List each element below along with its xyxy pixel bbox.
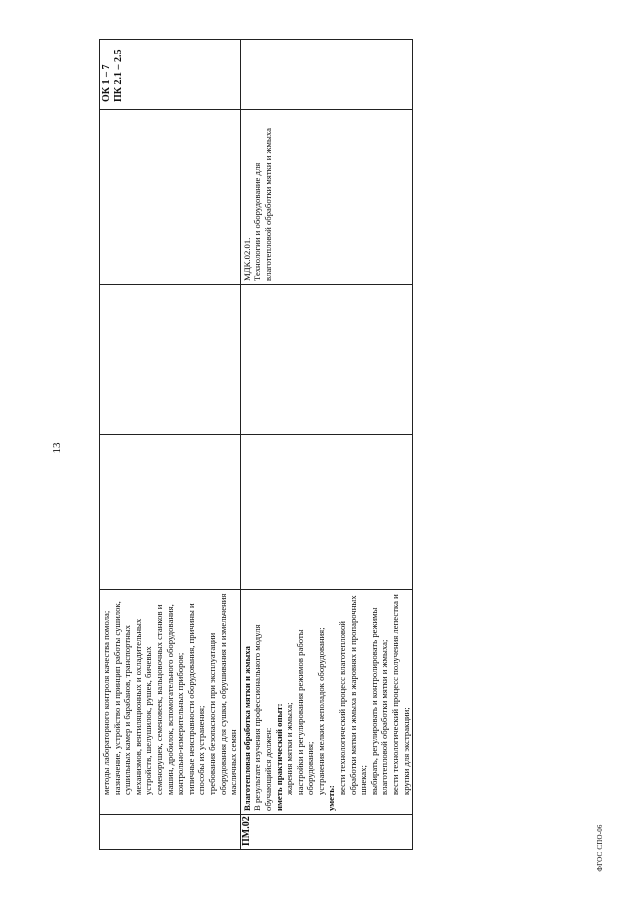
content-cell	[240, 590, 413, 815]
empty-cell	[240, 285, 413, 435]
experience-label: иметь практический опыт:	[273, 703, 284, 811]
content-line: назначение, устройство и принцип работы сушилок, сушильных камер и барабанов, транспортных механизмов, вентиляционных и охладительных устройств, шелушилок, рушек, бичевых семенорушек, семеновеек, вальцовочных станков и машин, дробилок, вспомогательного оборудования, контрольно-измерительных приборов;	[111, 601, 186, 795]
footer-code: ФГОС СПО-06	[596, 824, 604, 872]
empty-cell	[100, 285, 241, 435]
table-row	[100, 40, 241, 850]
skill-item: выбирать, регулировать и контролировать режимы влаготепловой обработки мятки и жмыха;	[368, 607, 390, 795]
competencies-cell	[240, 40, 413, 110]
experience-item: настройки и регулирования режимов работы оборудования;	[294, 629, 316, 795]
competency-ok: ОК 1 – 7	[101, 64, 112, 102]
content-line: типичные неисправности оборудования, причины и способы их устранения;	[185, 603, 207, 795]
experience-item: жарения мятки и жмыха;	[284, 702, 295, 795]
module-title: Влаготепловая обработка мятки и жмыха	[241, 646, 252, 811]
mdk-title: Технологии и оборудование для влаготепловой обработки мятки и жмыха	[252, 128, 273, 281]
page-number: 13	[51, 442, 63, 454]
empty-cell	[240, 435, 413, 590]
content-cell	[100, 590, 241, 815]
table-row	[240, 40, 413, 850]
mdk-cell	[100, 110, 241, 285]
curriculum-table-rotated	[99, 40, 411, 850]
competencies-cell	[100, 40, 241, 110]
content-line: требования безопасности при эксплуатации оборудования для сушки, обрушивания и измельчения масличных семян	[206, 593, 239, 795]
curriculum-table	[99, 39, 413, 850]
module-code-cell: ПМ.02	[240, 815, 413, 850]
content-line: методы лабораторного контроля качества помола;	[101, 610, 111, 795]
mdk-code: МДК.02.01.	[241, 237, 252, 281]
experience-item: устранения мелких неполадок оборудования;	[315, 627, 326, 795]
competency-pk: ПК 2.1 – 2.5	[113, 49, 124, 102]
mdk-cell	[240, 110, 413, 285]
empty-cell	[100, 435, 241, 590]
skill-item: вести технологический процесс влаготепловой обработки мятки и жмыха в жаровнях и пропарочных шнеках;	[337, 595, 369, 795]
skill-item: вести технологический процесс получения лепестка и крупки для экстракции;	[390, 594, 411, 795]
skills-label: уметь:	[326, 785, 337, 811]
module-intro: В результате изучения профессионального модуля обучающийся должен:	[252, 624, 273, 811]
module-code-cell	[100, 815, 241, 850]
